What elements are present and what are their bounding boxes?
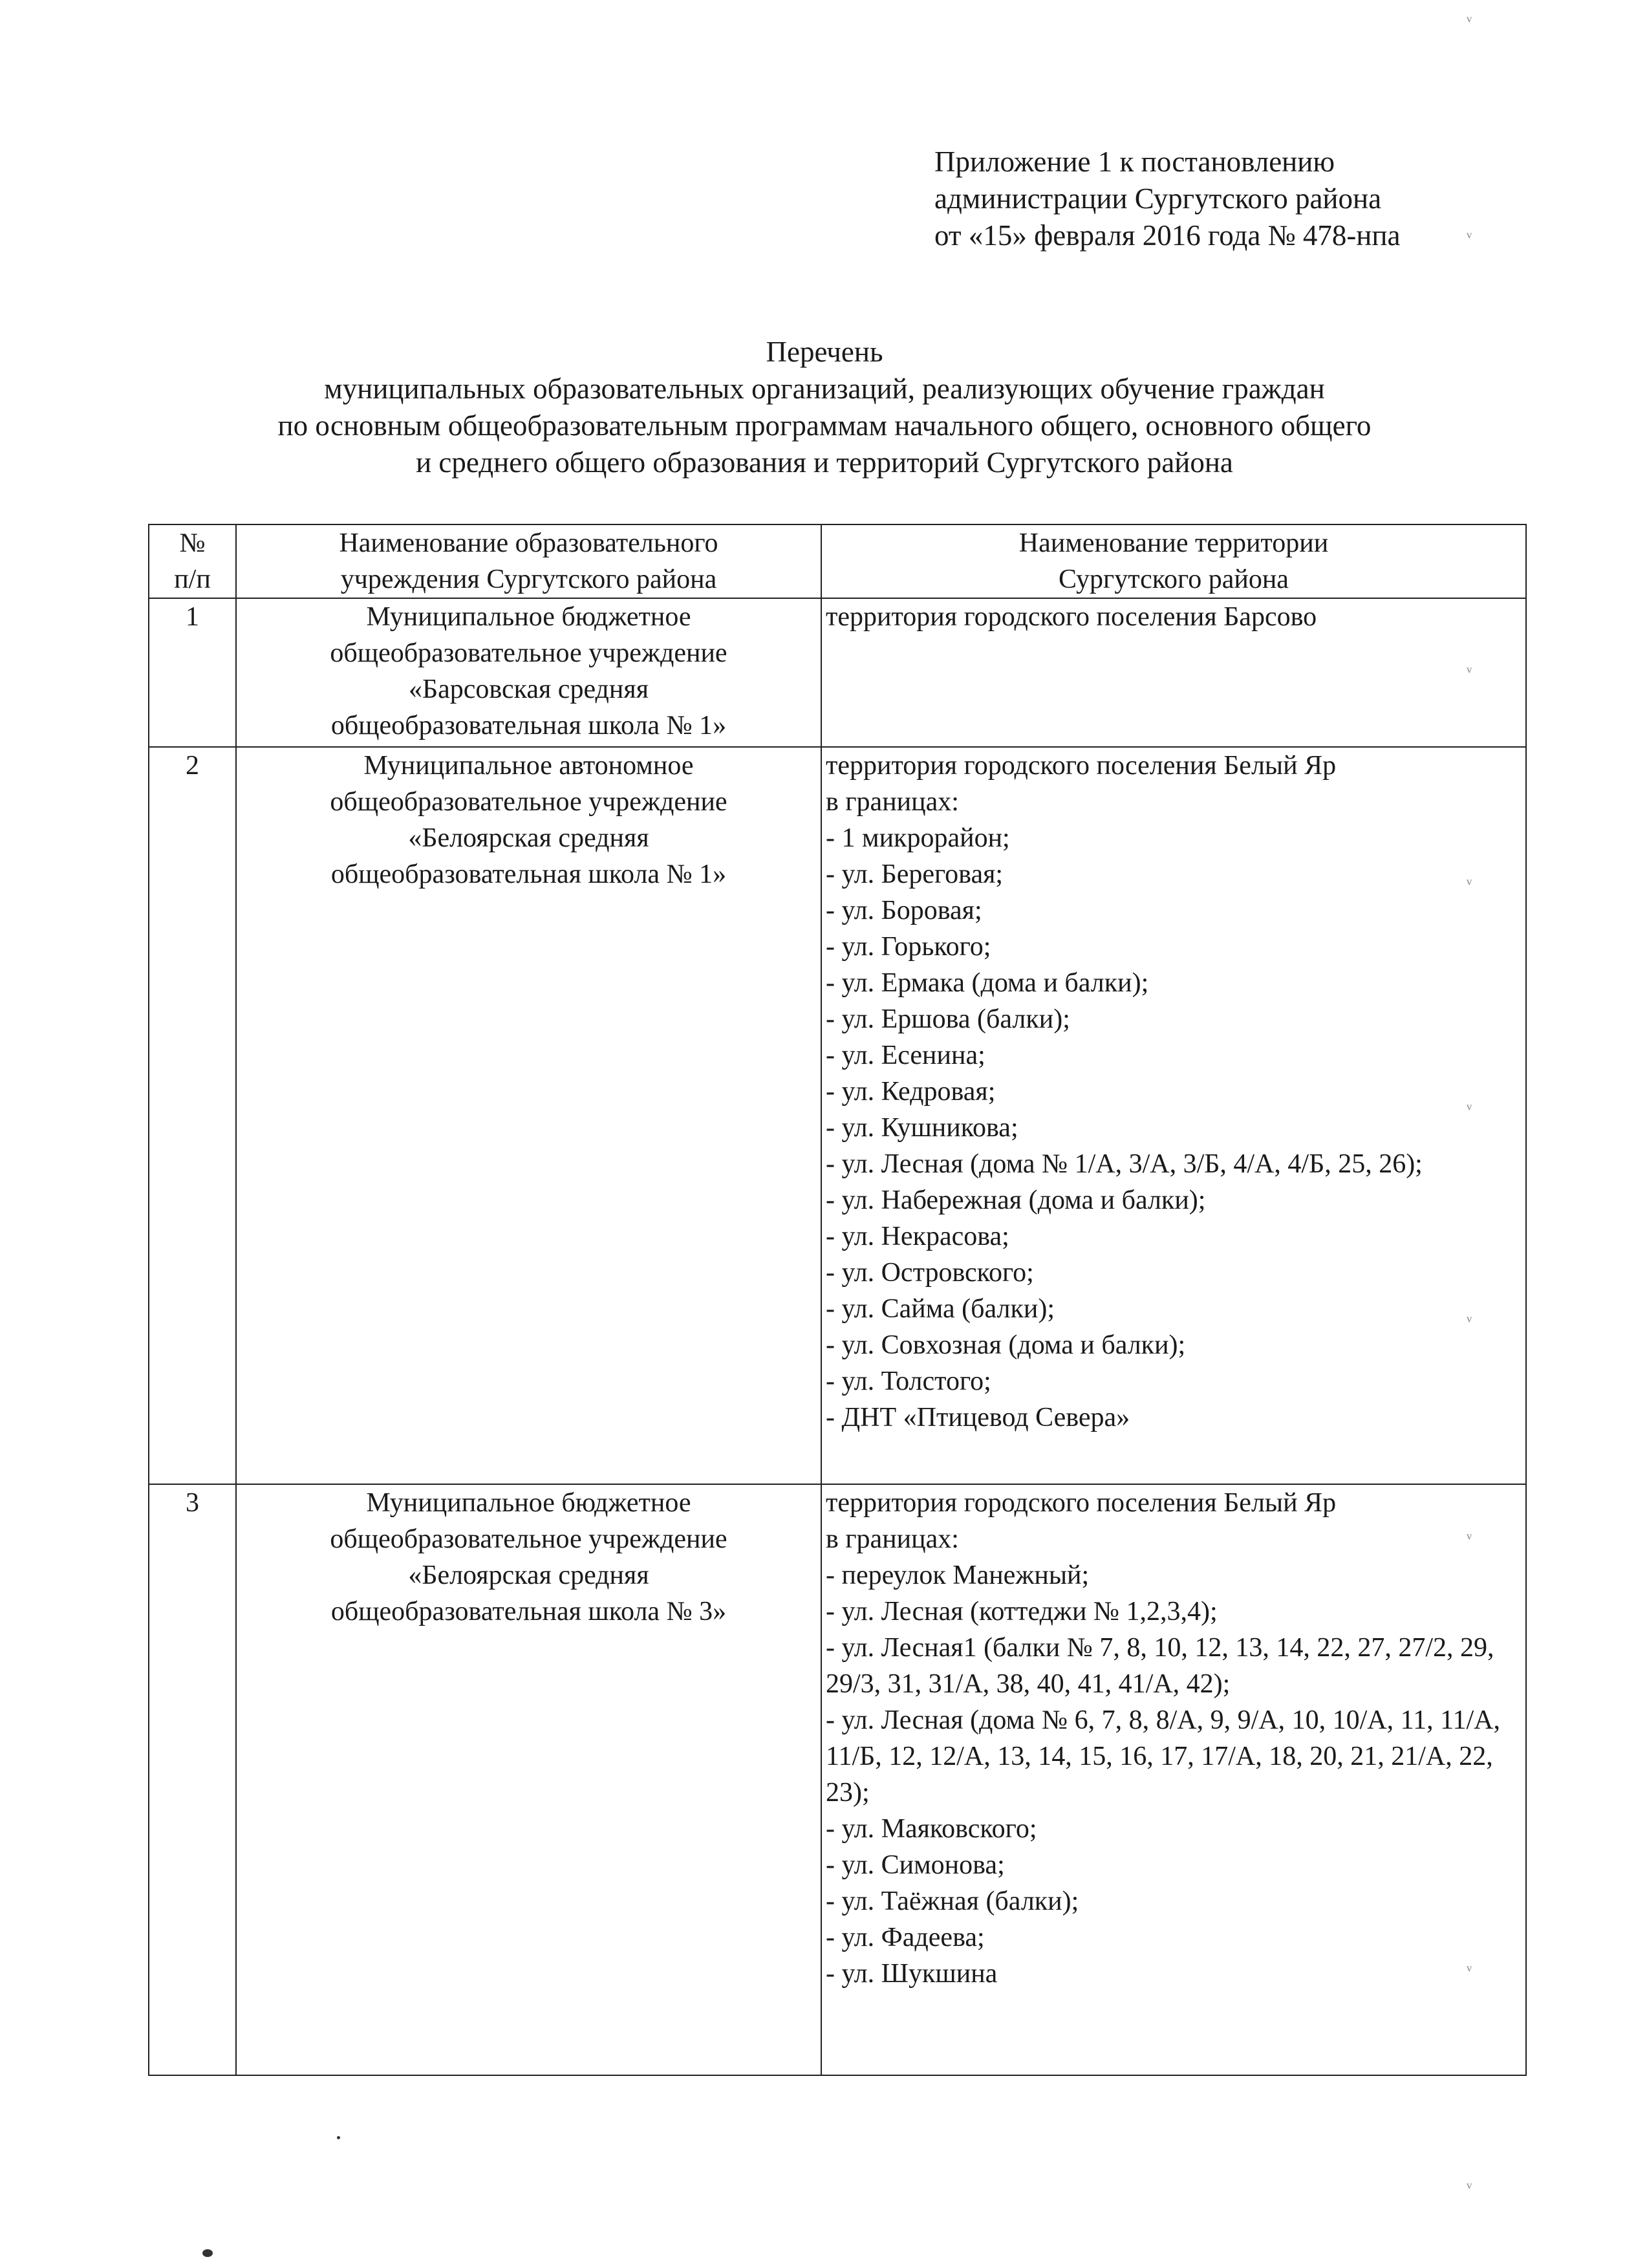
scan-speck xyxy=(202,2249,213,2257)
territory-list-item: - ул. Островского; xyxy=(826,1258,1034,1288)
school-name-line: общеобразовательная школа № 1» xyxy=(330,859,727,889)
territory-list-item: - ул. Кушникова; xyxy=(826,1113,1018,1143)
territory-intro-line: в границах: xyxy=(826,787,959,817)
title-line: по основным общеобразовательным программам начального общего, основного общего xyxy=(277,409,1372,442)
appendix-note xyxy=(934,144,1400,254)
scan-mark: ᵛ xyxy=(1467,1312,1472,1332)
territory-list-item: - ул. Таёжная (балки); xyxy=(826,1886,1079,1916)
scan-mark: ᵛ xyxy=(1467,874,1472,894)
school-name-line: Муниципальное бюджетное xyxy=(366,602,691,632)
school-name-line: общеобразовательное учреждение xyxy=(330,1524,727,1554)
header-num xyxy=(149,524,236,598)
territory-list-item: - ул. Горького; xyxy=(826,932,991,962)
territory-cell xyxy=(821,1484,1526,2075)
scan-mark: ᵛ xyxy=(1467,12,1472,32)
territory-list-item: - ул. Толстого; xyxy=(826,1366,991,1396)
header-text: п/п xyxy=(174,565,211,594)
territory-list-item: - ул. Лесная (дома № 1/А, 3/А, 3/Б, 4/А, 4/Б, 25, 26); xyxy=(826,1149,1423,1179)
scan-speck xyxy=(337,2136,340,2139)
table-header-row xyxy=(149,524,1526,598)
row-number: 3 xyxy=(149,1484,236,2075)
territory-list-item: - ул. Ершова (балки); xyxy=(826,1004,1070,1034)
table-row xyxy=(149,747,1526,1484)
table-row xyxy=(149,598,1526,747)
territory-list-item: - ул. Фадеева; xyxy=(826,1923,985,1952)
school-name-line: «Белоярская средняя xyxy=(408,823,649,853)
territory-intro-line: в границах: xyxy=(826,1524,959,1554)
territory-list-item: - ул. Есенина; xyxy=(826,1041,985,1070)
territory-intro-line: территория городского поселения Белый Яр xyxy=(826,751,1337,781)
territory-list-item: - ул. Набережная (дома и балки); xyxy=(826,1185,1206,1215)
territory-list-item: - ул. Кедровая; xyxy=(826,1077,996,1107)
appendix-line: Приложение 1 к постановлению xyxy=(934,146,1335,178)
territory-list-item: - ул. Симонова; xyxy=(826,1850,1005,1880)
header-text: Наименование образовательного xyxy=(339,528,718,558)
school-name-cell xyxy=(236,1484,821,2075)
territory-cell xyxy=(821,598,1526,747)
school-name-cell xyxy=(236,747,821,1484)
school-name-line: общеобразовательная школа № 1» xyxy=(330,711,727,740)
header-territory xyxy=(821,524,1526,598)
header-text: Наименование территории xyxy=(1018,528,1329,558)
table-row xyxy=(149,1484,1526,2075)
appendix-line: от «15» февраля 2016 года № 478-нпа xyxy=(934,219,1401,252)
row-number: 1 xyxy=(149,598,236,747)
school-name-line: «Белоярская средняя xyxy=(408,1561,649,1590)
territory-list-item: - ул. Маяковского; xyxy=(826,1814,1037,1844)
territory-cell xyxy=(821,747,1526,1484)
header-text: № xyxy=(179,528,206,558)
title-line: муниципальных образовательных организаций, реализующих обучение граждан xyxy=(324,373,1325,405)
scan-mark: ᵛ xyxy=(1467,2178,1472,2198)
territory-list-item: - ул. Лесная (коттеджи № 1,2,3,4); xyxy=(826,1597,1218,1626)
territory-list-item: - ул. Некрасова; xyxy=(826,1222,1009,1251)
scan-mark: ᵛ xyxy=(1467,228,1472,248)
territory-intro-line: территория городского поселения Барсово xyxy=(826,602,1317,632)
school-name-line: Муниципальное автономное xyxy=(363,751,694,781)
scan-mark: ᵛ xyxy=(1467,1529,1472,1549)
territory-list-item: - 1 микрорайон; xyxy=(826,823,1010,853)
school-name-line: «Барсовская средняя xyxy=(408,675,649,704)
territory-intro-line: территория городского поселения Белый Яр xyxy=(826,1488,1337,1518)
document-title xyxy=(129,334,1520,481)
territory-list-item: - ДНТ «Птицевод Севера» xyxy=(826,1403,1130,1432)
territory-list-item: - переулок Манежный; xyxy=(826,1561,1090,1590)
school-name-line: общеобразовательная школа № 3» xyxy=(330,1597,727,1626)
school-name-line: Муниципальное бюджетное xyxy=(366,1488,691,1518)
scan-mark: ᵛ xyxy=(1467,662,1472,682)
schools-territories-table xyxy=(148,524,1527,2076)
school-name-line: общеобразовательное учреждение xyxy=(330,638,727,668)
territory-list-item: - ул. Береговая; xyxy=(826,859,1004,889)
title-line: Перечень xyxy=(766,336,883,368)
territory-list-item: - ул. Лесная1 (балки № 7, 8, 10, 12, 13, 14, 22, 27, 27/2, 29, 29/3, 31, 31/А, 38, 40, 41, 41/А, 42); xyxy=(826,1633,1494,1699)
territory-list-item: - ул. Лесная (дома № 6, 7, 8, 8/А, 9, 9/А, 10, 10/А, 11, 11/А, 11/Б, 12, 12/А, 13, 14, 15, 16, 17, 17/А, 18, 20, 21, 21/А, 22, 23); xyxy=(826,1705,1501,1808)
title-line: и среднего общего образования и территорий Сургутского района xyxy=(416,446,1233,479)
territory-list-item: - ул. Совхозная (дома и балки); xyxy=(826,1330,1186,1360)
appendix-line: администрации Сургутского района xyxy=(934,182,1382,215)
scan-mark: ᵛ xyxy=(1467,1099,1472,1119)
header-school xyxy=(236,524,821,598)
school-name-cell xyxy=(236,598,821,747)
row-number: 2 xyxy=(149,747,236,1484)
territory-list-item: - ул. Боровая; xyxy=(826,896,982,925)
scan-mark: ᵛ xyxy=(1467,1961,1472,1981)
header-text: Сургутского района xyxy=(1059,565,1289,594)
header-text: учреждения Сургутского района xyxy=(340,565,717,594)
territory-list-item: - ул. Ермака (дома и балки); xyxy=(826,968,1149,998)
school-name-line: общеобразовательное учреждение xyxy=(330,787,727,817)
territory-list-item: - ул. Сайма (балки); xyxy=(826,1294,1055,1324)
territory-list-item: - ул. Шукшина xyxy=(826,1959,998,1989)
